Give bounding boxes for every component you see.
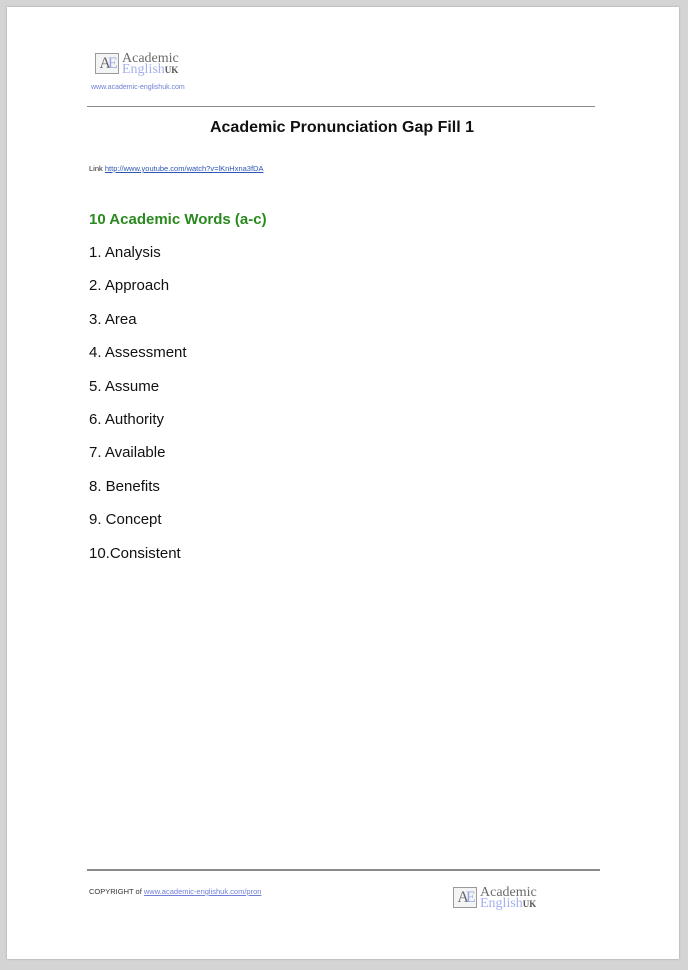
list-item: 3. Area <box>89 310 137 328</box>
footer-divider <box>87 869 600 871</box>
list-item: 8. Benefits <box>89 477 160 495</box>
video-link[interactable]: http://www.youtube.com/watch?v=lKnHxna3fDA <box>104 164 264 173</box>
list-item: 7. Available <box>89 444 166 462</box>
list-item: 6. Authority <box>89 410 165 428</box>
header-logo <box>95 53 179 76</box>
document-page <box>7 7 679 959</box>
site-url: www.academic-englishuk.com <box>91 84 185 91</box>
list-item: 5. Assume <box>89 377 160 395</box>
list-item: 2. Approach <box>89 277 170 295</box>
ae-logo-icon: AE <box>95 53 119 74</box>
list-item: 4. Assessment <box>89 344 187 362</box>
copyright-link[interactable]: www.academic-englishuk.com/pron <box>143 887 262 896</box>
logo-line1: Academic <box>122 51 179 66</box>
copyright-line: COPYRIGHT of www.academic-englishuk.com/pron <box>89 887 262 896</box>
link-label: Link <box>89 164 103 173</box>
section-heading: 10 Academic Words (a-c) <box>89 211 267 228</box>
list-item: 10.Consistent <box>89 544 181 562</box>
word-list <box>89 243 187 577</box>
logo-line2: EnglishUK <box>122 62 179 77</box>
page-title: Academic Pronunciation Gap Fill 1 <box>209 119 475 136</box>
list-item: 9. Concept <box>89 511 162 529</box>
logo-line1: Academic <box>480 885 537 900</box>
header-divider <box>87 106 595 107</box>
footer-logo <box>453 887 537 910</box>
video-link-line <box>89 164 263 173</box>
logo-line2: EnglishUK <box>480 896 537 911</box>
ae-logo-icon: AE <box>453 887 477 908</box>
list-item: 1. Analysis <box>89 244 161 261</box>
